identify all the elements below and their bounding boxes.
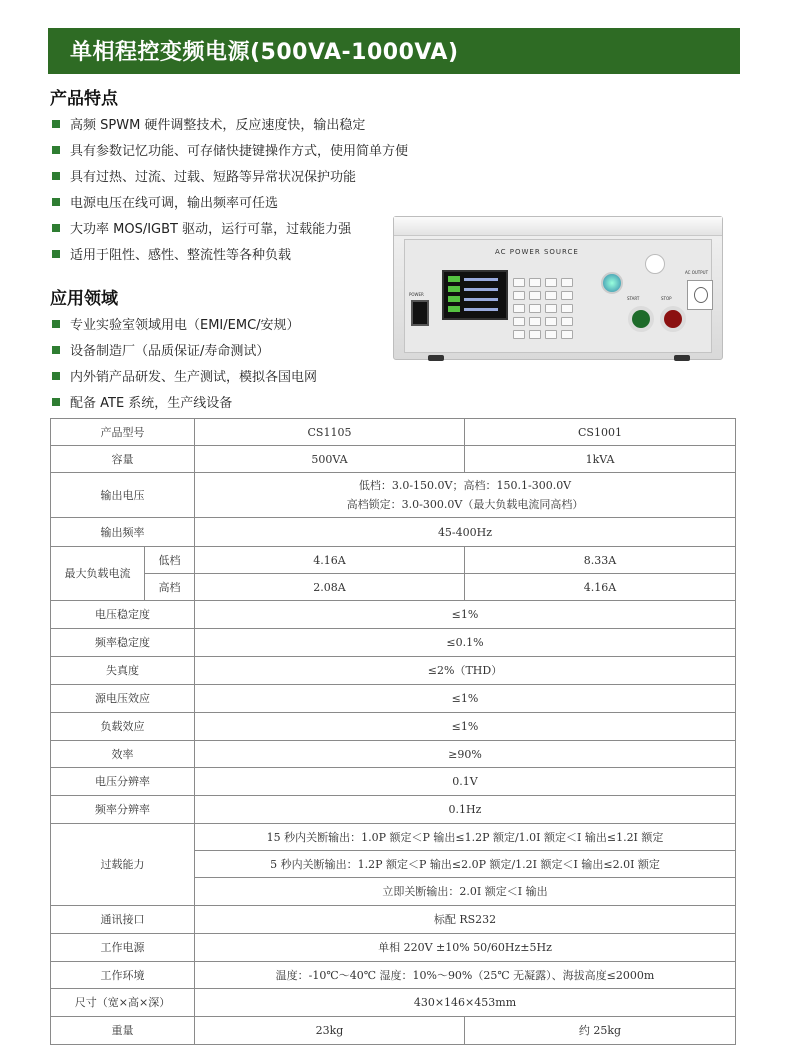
- cell-value: 约 25kg: [465, 1017, 736, 1045]
- table-row: [51, 768, 736, 796]
- list-item: 具有参数记忆功能、可存储快捷键操作方式，使用简单方便: [52, 139, 408, 165]
- table-row: [51, 601, 736, 629]
- row-label: 最大负载电流: [51, 547, 145, 601]
- rotary-knob-icon: [601, 272, 623, 294]
- row-label: 工作电源: [51, 934, 195, 962]
- table-row: [51, 574, 736, 601]
- spec-table: [50, 418, 736, 1045]
- table-row: [51, 685, 736, 713]
- cell-value: ≤2%（THD）: [195, 657, 736, 685]
- start-label: START: [627, 296, 640, 301]
- cell-value: [195, 473, 736, 518]
- device-brand-label: AC POWER SOURCE: [495, 248, 579, 256]
- ac-output-label: AC OUTPUT: [685, 270, 709, 275]
- table-row: [51, 473, 736, 518]
- row-label: 电压分辨率: [51, 768, 195, 796]
- cell-value: 500VA: [195, 446, 465, 473]
- table-row: [51, 934, 736, 962]
- bullet-square-icon: [52, 398, 60, 406]
- list-item: 高频 SPWM 硬件调整技术，反应速度快，输出稳定: [52, 113, 408, 139]
- lcd-screen: [442, 270, 508, 320]
- cell-value: CS1001: [465, 419, 736, 446]
- cell-value: ≤1%: [195, 713, 736, 741]
- table-row: [51, 547, 736, 574]
- row-label: 过载能力: [51, 824, 195, 906]
- cell-value: 15 秒内关断输出：1.0P 额定＜P 输出≤1.2P 额定/1.0I 额定＜I 输出≤1.2I 额定: [195, 824, 736, 851]
- page-title: 单相程控变频电源(500VA-1000VA): [70, 40, 459, 65]
- row-label: 产品型号: [51, 419, 195, 446]
- list-item: 专业实验室领域用电（EMI/EMC/安规）: [52, 313, 317, 339]
- cell-value: CS1105: [195, 419, 465, 446]
- list-item: 内外销产品研发、生产测试，模拟各国电网: [52, 365, 317, 391]
- cell-value: 23kg: [195, 1017, 465, 1045]
- table-row: [51, 741, 736, 768]
- keypad: [511, 276, 589, 322]
- indicator-lamp-icon: [645, 254, 665, 274]
- list-item: 适用于阻性、感性、整流性等各种负载: [52, 243, 408, 269]
- table-row: [51, 446, 736, 473]
- power-switch-icon: [411, 300, 429, 326]
- row-label: 通讯接口: [51, 906, 195, 934]
- table-row: [51, 796, 736, 824]
- row-label: 频率稳定度: [51, 629, 195, 657]
- device-foot: [428, 355, 444, 361]
- table-row: [51, 1017, 736, 1045]
- ac-power-source-device-image: [393, 216, 723, 360]
- bullet-square-icon: [52, 372, 60, 380]
- cell-value: 单相 220V ±10% 50/60Hz±5Hz: [195, 934, 736, 962]
- bullet-square-icon: [52, 172, 60, 180]
- row-label: 尺寸（宽×高×深）: [51, 989, 195, 1017]
- cell-value: 5 秒内关断输出：1.2P 额定＜P 输出≤2.0P 额定/1.2I 额定＜I 输出≤2.0I 额定: [195, 851, 736, 878]
- bullet-square-icon: [52, 224, 60, 232]
- row-label: 工作环境: [51, 962, 195, 989]
- table-row: [51, 989, 736, 1017]
- cell-value: 45-400Hz: [195, 518, 736, 547]
- table-row: [51, 518, 736, 547]
- bullet-square-icon: [52, 120, 60, 128]
- table-row: [51, 629, 736, 657]
- voltage-line: 低档：3.0-150.0V；高档：150.1-300.0V: [358, 479, 572, 492]
- cell-value: 标配 RS232: [195, 906, 736, 934]
- row-label: 频率分辨率: [51, 796, 195, 824]
- cell-value: 4.16A: [195, 547, 465, 574]
- row-label: 电压稳定度: [51, 601, 195, 629]
- power-label: POWER: [409, 292, 424, 297]
- row-label: 输出电压: [51, 473, 195, 518]
- table-row: [51, 713, 736, 741]
- row-label: 负载效应: [51, 713, 195, 741]
- cell-value: ≤1%: [195, 685, 736, 713]
- device-foot: [674, 355, 690, 361]
- device-top-strip: [394, 217, 722, 236]
- bullet-square-icon: [52, 198, 60, 206]
- list-item: 配备 ATE 系统，生产线设备: [52, 391, 317, 417]
- cell-value: 0.1Hz: [195, 796, 736, 824]
- features-list: [52, 113, 408, 269]
- cell-value: 4.16A: [465, 574, 736, 601]
- row-sublabel: 高档: [145, 574, 195, 601]
- bullet-square-icon: [52, 346, 60, 354]
- list-item: 具有过热、过流、过载、短路等异常状况保护功能: [52, 165, 408, 191]
- table-row: [51, 906, 736, 934]
- stop-label: STOP: [661, 296, 672, 301]
- cell-value: 1kVA: [465, 446, 736, 473]
- stop-button-icon: [660, 306, 686, 332]
- row-label: 重量: [51, 1017, 195, 1045]
- table-row: [51, 419, 736, 446]
- features-heading: 产品特点: [50, 89, 118, 109]
- voltage-line: 高档锁定：3.0-300.0V（最大负载电流同高档）: [346, 498, 584, 511]
- bullet-square-icon: [52, 320, 60, 328]
- table-row: [51, 962, 736, 989]
- list-item: 大功率 MOS/IGBT 驱动，运行可靠，过载能力强: [52, 217, 408, 243]
- bullet-square-icon: [52, 146, 60, 154]
- bullet-square-icon: [52, 250, 60, 258]
- cell-value: 8.33A: [465, 547, 736, 574]
- table-row: [51, 824, 736, 851]
- applications-list: [52, 313, 317, 417]
- cell-value: 430×146×453mm: [195, 989, 736, 1017]
- start-button-icon: [628, 306, 654, 332]
- row-label: 源电压效应: [51, 685, 195, 713]
- row-sublabel: 低档: [145, 547, 195, 574]
- device-front-panel: [404, 239, 712, 353]
- row-label: 效率: [51, 741, 195, 768]
- cell-value: ≤0.1%: [195, 629, 736, 657]
- cell-value: ≥90%: [195, 741, 736, 768]
- applications-heading: 应用领域: [50, 289, 118, 309]
- list-item: 电源电压在线可调，输出频率可任选: [52, 191, 408, 217]
- row-label: 输出频率: [51, 518, 195, 547]
- row-label: 失真度: [51, 657, 195, 685]
- cell-value: ≤1%: [195, 601, 736, 629]
- cell-value: 温度：-10℃～40℃ 湿度：10%～90%（25℃ 无凝露）、海拔高度≤2000m: [195, 962, 736, 989]
- title-banner: [48, 28, 740, 74]
- table-row: [51, 657, 736, 685]
- row-label: 容量: [51, 446, 195, 473]
- list-item: 设备制造厂（品质保证/寿命测试）: [52, 339, 317, 365]
- cell-value: 0.1V: [195, 768, 736, 796]
- ac-outlet-icon: [687, 280, 713, 310]
- cell-value: 立即关断输出：2.0I 额定＜I 输出: [195, 878, 736, 906]
- cell-value: 2.08A: [195, 574, 465, 601]
